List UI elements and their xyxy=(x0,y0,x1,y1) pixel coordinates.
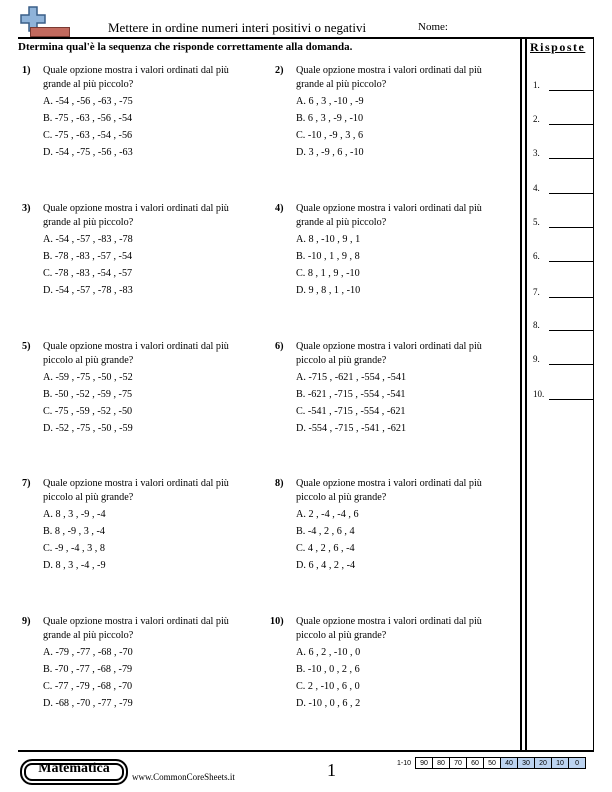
answer-number: 9. xyxy=(533,354,540,364)
answer-blank-8[interactable] xyxy=(533,317,593,331)
option-a: A. 8 , 3 , -9 , -4 xyxy=(43,509,106,520)
option-b: B. -10 , 0 , 2 , 6 xyxy=(296,664,360,675)
question-text: Quale opzione mostra i valori ordinati dal più grande al più piccolo? xyxy=(43,616,229,641)
answer-number: 7. xyxy=(533,287,540,297)
option-c: C. 2 , -10 , 6 , 0 xyxy=(296,681,360,692)
option-d: D. 8 , 3 , -4 , -9 xyxy=(43,560,106,571)
option-c: C. -10 , -9 , 3 , 6 xyxy=(296,130,364,141)
option-c: C. -75 , -59 , -52 , -50 xyxy=(43,406,133,417)
option-c: C. 8 , 1 , 9 , -10 xyxy=(296,268,360,279)
option-d: D. 3 , -9 , 6 , -10 xyxy=(296,147,364,158)
score-cell: 20 xyxy=(535,758,552,769)
question-number: 4) xyxy=(275,203,284,214)
question-number: 10) xyxy=(270,616,284,627)
option-b: B. -70 , -77 , -68 , -79 xyxy=(43,664,133,675)
subject-label: Matematica xyxy=(38,761,110,776)
question-number: 3) xyxy=(22,203,31,214)
option-a: A. -54 , -56 , -63 , -75 xyxy=(43,96,133,107)
question-5 xyxy=(22,340,254,436)
option-d: D. -68 , -70 , -77 , -79 xyxy=(43,698,133,709)
answer-blank-4[interactable] xyxy=(533,180,593,194)
question-1 xyxy=(22,64,254,160)
score-cell: 40 xyxy=(501,758,518,769)
option-b: B. -78 , -83 , -57 , -54 xyxy=(43,251,133,262)
answer-line xyxy=(549,193,593,194)
question-text: Quale opzione mostra i valori ordinati dal più piccolo al più grande? xyxy=(43,341,229,366)
question-number: 6) xyxy=(275,341,284,352)
answer-blank-6[interactable] xyxy=(533,248,593,262)
option-d: D. -54 , -57 , -78 , -83 xyxy=(43,285,133,296)
question-number: 5) xyxy=(22,341,31,352)
option-a: A. 8 , -10 , 9 , 1 xyxy=(296,234,361,245)
answer-line xyxy=(549,330,593,331)
page-number: 1 xyxy=(327,760,336,780)
answer-blank-3[interactable] xyxy=(533,145,593,159)
question-10 xyxy=(270,615,502,711)
logo-bar xyxy=(30,27,70,37)
answer-line xyxy=(549,124,593,125)
answer-column-divider xyxy=(520,38,522,750)
answer-line xyxy=(549,90,593,91)
question-text: Quale opzione mostra i valori ordinati dal più piccolo al più grande? xyxy=(296,478,482,503)
score-table xyxy=(395,757,586,769)
answer-line xyxy=(549,158,593,159)
option-b: B. -50 , -52 , -59 , -75 xyxy=(43,389,133,400)
question-text: Quale opzione mostra i valori ordinati dal più piccolo al più grande? xyxy=(296,616,482,641)
answer-number: 6. xyxy=(533,251,540,261)
answer-blank-2[interactable] xyxy=(533,111,593,125)
question-3 xyxy=(22,202,254,298)
website-label: www.CommonCoreSheets.it xyxy=(132,772,235,782)
score-cell: 30 xyxy=(518,758,535,769)
question-8 xyxy=(275,477,507,573)
option-d: D. 6 , 4 , 2 , -4 xyxy=(296,560,356,571)
answer-number: 3. xyxy=(533,148,540,158)
question-7 xyxy=(22,477,254,573)
option-c: C. -541 , -715 , -554 , -621 xyxy=(296,406,406,417)
score-range: 1-10 xyxy=(397,759,412,767)
score-cell: 60 xyxy=(467,758,484,769)
question-number: 2) xyxy=(275,65,284,76)
option-c: C. 4 , 2 , 6 , -4 xyxy=(296,543,355,554)
option-c: C. -75 , -63 , -54 , -56 xyxy=(43,130,133,141)
option-a: A. -59 , -75 , -50 , -52 xyxy=(43,372,133,383)
option-b: B. -75 , -63 , -56 , -54 xyxy=(43,113,133,124)
option-a: A. -79 , -77 , -68 , -70 xyxy=(43,647,133,658)
question-2 xyxy=(275,64,507,160)
option-d: D. -54 , -75 , -56 , -63 xyxy=(43,147,133,158)
score-cell: 50 xyxy=(484,758,501,769)
option-c: C. -78 , -83 , -54 , -57 xyxy=(43,268,133,279)
answer-line xyxy=(549,399,593,400)
option-d: D. -52 , -75 , -50 , -59 xyxy=(43,423,133,434)
option-d: D. 9 , 8 , 1 , -10 xyxy=(296,285,361,296)
option-a: A. 6 , 3 , -10 , -9 xyxy=(296,96,364,107)
answer-number: 4. xyxy=(533,183,540,193)
question-text: Quale opzione mostra i valori ordinati dal più grande al più piccolo? xyxy=(43,203,229,228)
option-b: B. 8 , -9 , 3 , -4 xyxy=(43,526,105,537)
question-text: Quale opzione mostra i valori ordinati dal più grande al più piccolo? xyxy=(43,65,229,90)
answer-line xyxy=(549,364,593,365)
question-number: 9) xyxy=(22,616,31,627)
answer-blank-7[interactable] xyxy=(533,284,593,298)
question-text: Quale opzione mostra i valori ordinati dal più piccolo al più grande? xyxy=(296,341,482,366)
instructions: Dtermina qual'è la sequenza che risponde correttamente alla domanda. xyxy=(18,41,353,53)
question-9 xyxy=(22,615,254,711)
answer-blank-1[interactable] xyxy=(533,77,593,91)
answer-column-divider-inner xyxy=(525,38,527,750)
option-d: D. -554 , -715 , -541 , -621 xyxy=(296,423,407,434)
option-b: B. -4 , 2 , 6 , 4 xyxy=(296,526,355,537)
answer-line xyxy=(549,227,593,228)
score-cell: 90 xyxy=(416,758,433,769)
question-4 xyxy=(275,202,507,298)
answer-column-border xyxy=(593,38,594,750)
option-c: C. -77 , -79 , -68 , -70 xyxy=(43,681,133,692)
answer-line xyxy=(549,261,593,262)
question-number: 7) xyxy=(22,478,31,489)
question-number: 1) xyxy=(22,65,31,76)
question-6 xyxy=(275,340,507,436)
option-d: D. -10 , 0 , 6 , 2 xyxy=(296,698,361,709)
option-b: B. 6 , 3 , -9 , -10 xyxy=(296,113,364,124)
answer-line xyxy=(549,297,593,298)
answer-number: 1. xyxy=(533,80,540,90)
answer-blank-9[interactable] xyxy=(533,351,593,365)
question-text: Quale opzione mostra i valori ordinati dal più grande al più piccolo? xyxy=(296,203,482,228)
answer-number: 5. xyxy=(533,217,540,227)
option-c: C. -9 , -4 , 3 , 8 xyxy=(43,543,105,554)
option-a: A. 2 , -4 , -4 , 6 xyxy=(296,509,359,520)
option-a: A. -715 , -621 , -554 , -541 xyxy=(296,372,407,383)
score-cell: 80 xyxy=(433,758,450,769)
option-b: B. -10 , 1 , 9 , 8 xyxy=(296,251,360,262)
answers-heading: Risposte xyxy=(530,40,586,54)
answer-number: 2. xyxy=(533,114,540,124)
question-text: Quale opzione mostra i valori ordinati dal più grande al più piccolo? xyxy=(296,65,482,90)
score-cell: 10 xyxy=(552,758,569,769)
option-a: A. -54 , -57 , -83 , -78 xyxy=(43,234,133,245)
option-a: A. 6 , 2 , -10 , 0 xyxy=(296,647,361,658)
score-cell: 0 xyxy=(569,758,586,769)
header-rule xyxy=(18,37,594,39)
footer-rule xyxy=(18,750,594,752)
worksheet-title: Mettere in ordine numeri interi positivi o negativi xyxy=(108,20,367,35)
answer-blank-10[interactable] xyxy=(533,386,593,400)
score-cell: 70 xyxy=(450,758,467,769)
option-b: B. -621 , -715 , -554 , -541 xyxy=(296,389,406,400)
answer-number: 10. xyxy=(533,389,545,399)
name-label: Nome: xyxy=(418,21,448,33)
answer-number: 8. xyxy=(533,320,540,330)
answer-blank-5[interactable] xyxy=(533,214,593,228)
question-text: Quale opzione mostra i valori ordinati dal più piccolo al più grande? xyxy=(43,478,229,503)
question-number: 8) xyxy=(275,478,284,489)
